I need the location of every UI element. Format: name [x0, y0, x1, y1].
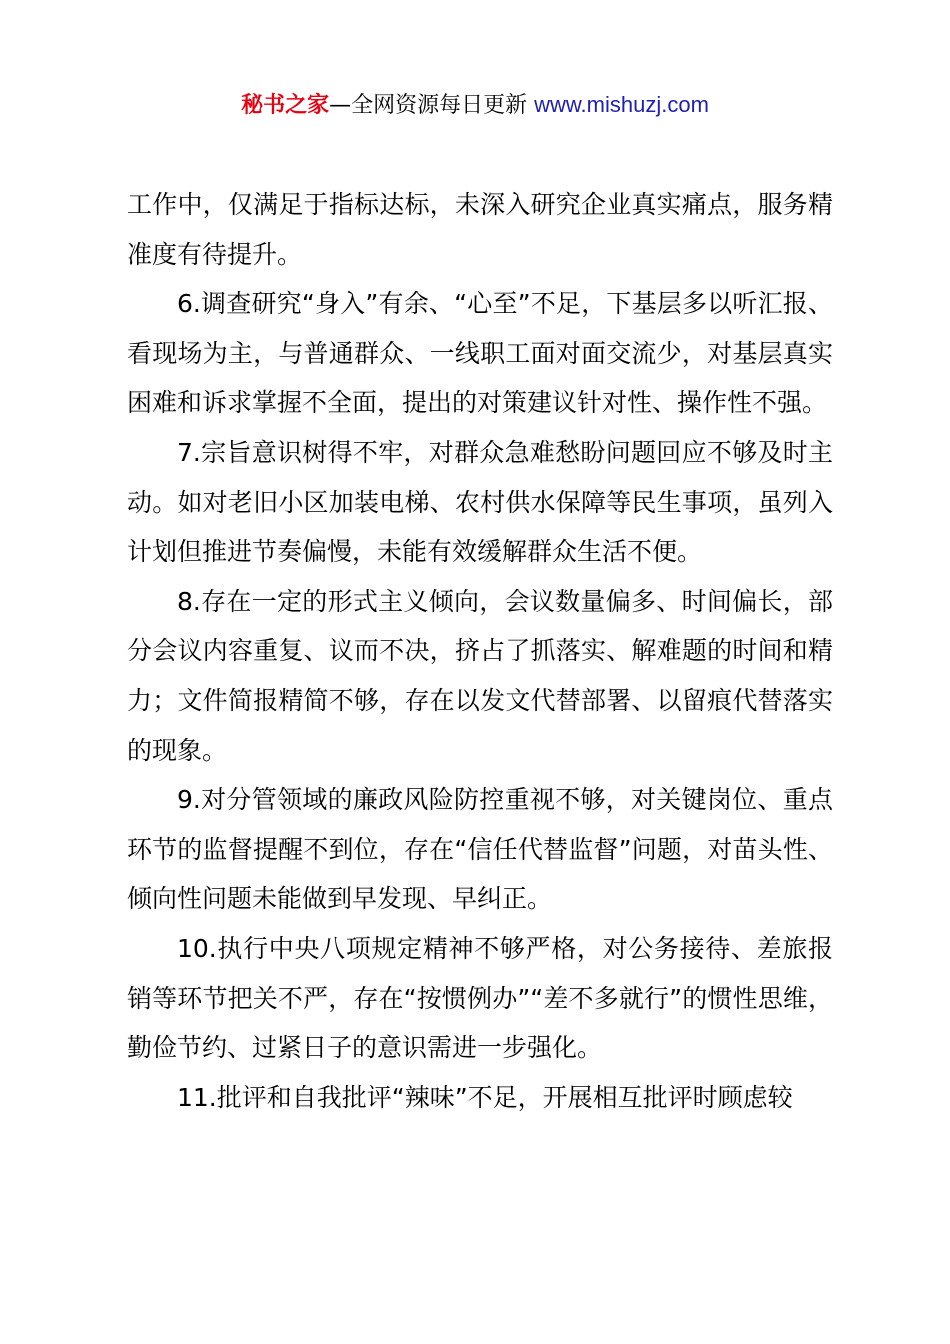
paragraph-continuation: 工作中，仅满足于指标达标，未深入研究企业真实痛点，服务精准度有待提升。	[127, 190, 833, 269]
brand-name: 秘书之家	[241, 93, 330, 118]
paragraph-item-11: 11.批评和自我批评“辣味”不足，开展相互批评时顾虑较	[177, 1082, 793, 1112]
paragraph-item-10: 10.执行中央八项规定精神不够严格，对公务接待、差旅报销等环节把关不严，存在“按惯例办”“差不多就行”的惯性思维，勤俭节约、过紧日子的意识需进一步强化。	[127, 933, 833, 1063]
header-slogan: —全网资源每日更新	[329, 93, 535, 118]
paragraph-item-6: 6.调查研究“身入”有余、“心至”不足，下基层多以听汇报、看现场为主，与普通群众、一线职工面对面交流少，对基层真实困难和诉求掌握不全面，提出的对策建议针对性、操作性不强。	[127, 289, 833, 418]
paragraph-item-9: 9.对分管领域的廉政风险防控重视不够，对关键岗位、重点环节的监督提醒不到位，存在“信任代替监督”问题，对苗头性、倾向性问题未能做到早发现、早纠正。	[127, 785, 833, 914]
paragraph-item-7: 7.宗旨意识树得不牢，对群众急难愁盼问题回应不够及时主动。如对老旧小区加装电梯、农村供水保障等民生事项，虽列入计划但推进节奏偏慢，未能有效缓解群众生活不便。	[127, 437, 833, 567]
site-url-link[interactable]: www.mishuzj.com	[534, 92, 709, 117]
document-body	[127, 180, 833, 1122]
page-header	[0, 88, 950, 123]
paragraph-item-8: 8.存在一定的形式主义倾向，会议数量偏多、时间偏长，部分会议内容重复、议而不决，挤占了抓落实、解难题的时间和精力；文件简报精简不够，存在以发文代替部署、以留痕代替落实的现象。	[127, 586, 833, 765]
